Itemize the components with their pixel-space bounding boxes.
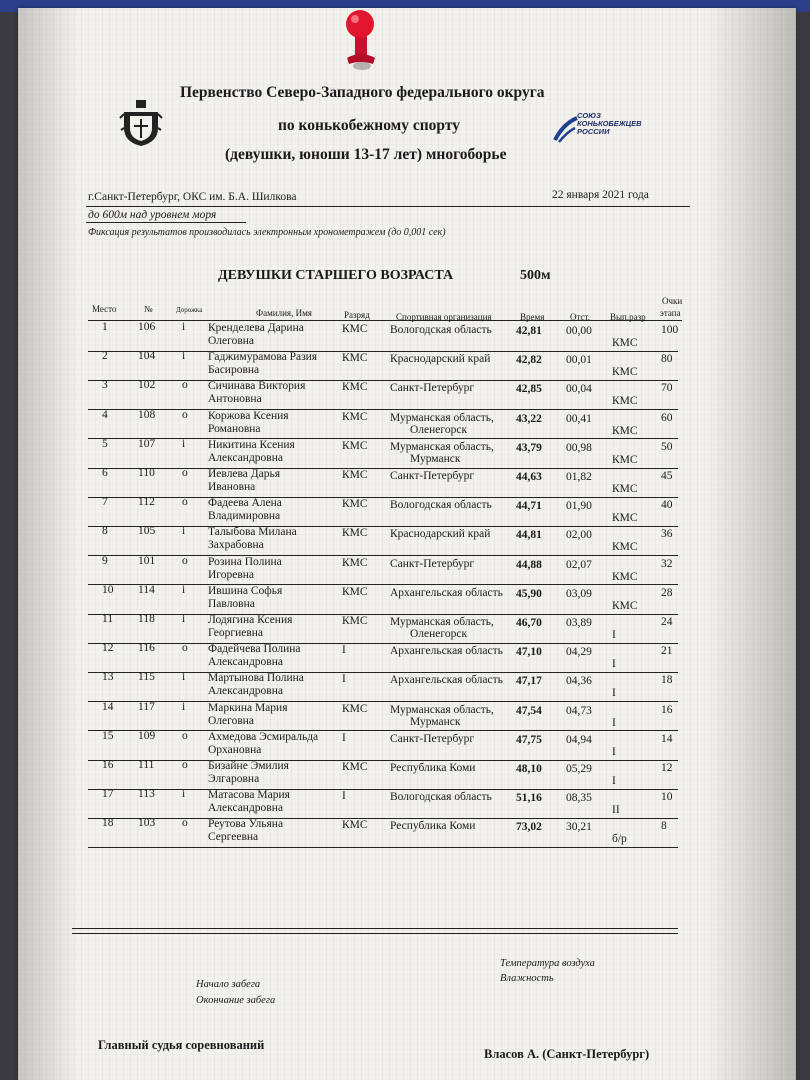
- rank-cell: КМС: [342, 527, 368, 540]
- org-line1-cell: Краснодарский край: [390, 353, 491, 366]
- col-header-org: Спортивная организация: [396, 312, 492, 322]
- time-cell: 44,71: [516, 500, 542, 513]
- points-cell: 21: [661, 645, 673, 658]
- row-rule: [88, 438, 678, 439]
- place-cell: 8: [102, 525, 108, 538]
- name-line1-cell: Мартынова Полина: [208, 672, 304, 685]
- org-line2-cell: Оленегорск: [410, 423, 468, 436]
- done-rank-cell: КМС: [612, 483, 638, 495]
- row-rule: [88, 643, 678, 644]
- gap-cell: 04,73: [566, 704, 592, 717]
- name-line1-cell: Сичинава Виктория: [208, 380, 306, 393]
- lane-cell: o: [182, 729, 188, 742]
- points-cell: 50: [661, 440, 673, 453]
- rank-cell: КМС: [342, 323, 368, 335]
- time-cell: 47,75: [516, 733, 542, 746]
- place-cell: 1: [102, 321, 108, 333]
- gap-cell: 03,09: [566, 587, 592, 600]
- title-line-1: Первенство Северо-Западного федерального округа: [180, 84, 545, 101]
- name-line1-cell: Ившина Софья: [208, 584, 283, 597]
- place-cell: 11: [102, 613, 114, 625]
- place-cell: 4: [102, 408, 108, 421]
- row-rule: [88, 526, 678, 527]
- row-rule: [88, 409, 678, 410]
- name-line2-cell: Романовна: [208, 422, 261, 435]
- time-cell: 44,63: [516, 471, 542, 483]
- gap-cell: 05,29: [566, 763, 592, 775]
- place-cell: 16: [102, 759, 114, 771]
- time-cell: 47,17: [516, 675, 542, 688]
- done-rank-cell: I: [612, 629, 616, 641]
- row-rule: [88, 497, 678, 498]
- number-cell: 111: [138, 759, 155, 771]
- name-line2-cell: Александровна: [208, 802, 283, 815]
- lane-cell: o: [182, 554, 188, 567]
- org-line1-cell: Мурманская область,: [390, 411, 494, 424]
- col-header-time: Время: [520, 312, 545, 322]
- place-cell: 5: [102, 437, 108, 450]
- col-header-done-rank: Вып.разр: [610, 312, 646, 322]
- lane-cell: i: [182, 613, 186, 625]
- altitude-text: до 600м над уровнем моря: [88, 209, 217, 221]
- number-cell: 117: [138, 700, 155, 713]
- number-cell: 104: [138, 350, 156, 363]
- time-cell: 46,70: [516, 617, 542, 629]
- place-cell: 12: [102, 642, 114, 655]
- lane-cell: o: [182, 467, 188, 479]
- row-rule: [88, 701, 678, 702]
- row-rule: [88, 351, 678, 352]
- gap-cell: 00,01: [566, 354, 592, 367]
- lane-cell: i: [182, 350, 186, 363]
- number-cell: 109: [138, 729, 156, 742]
- name-line2-cell: Павловна: [208, 597, 255, 610]
- points-cell: 18: [661, 674, 673, 687]
- distance-title: 500м: [520, 268, 551, 283]
- points-cell: 32: [661, 557, 673, 570]
- done-rank-cell: I: [612, 658, 616, 671]
- lane-cell: i: [182, 671, 186, 684]
- col-header-points-1: Очки: [662, 296, 683, 306]
- name-line2-cell: Олеговна: [208, 335, 255, 347]
- name-line2-cell: Ивановна: [208, 481, 256, 493]
- name-line1-cell: Лодягина Ксения: [208, 614, 293, 626]
- number-cell: 116: [138, 642, 155, 655]
- rank-cell: КМС: [342, 819, 368, 832]
- rank-cell: I: [342, 644, 346, 657]
- col-header-points-2: этапа: [660, 308, 681, 318]
- done-rank-cell: КМС: [612, 570, 638, 583]
- col-header-num: №: [144, 304, 153, 314]
- col-header-gap: Отст.: [570, 312, 591, 322]
- chief-judge-label: Главный судья соревнований: [98, 1038, 265, 1052]
- org-line2-cell: Оленегорск: [410, 628, 468, 640]
- name-line1-cell: Коржова Ксения: [208, 409, 289, 422]
- time-cell: 47,54: [516, 704, 542, 717]
- done-rank-cell: I: [612, 775, 616, 787]
- name-line1-cell: Фадейчева Полина: [208, 643, 301, 656]
- rule-line: [86, 206, 690, 207]
- rank-cell: КМС: [342, 498, 368, 511]
- name-line2-cell: Захрабовна: [208, 539, 264, 552]
- name-line1-cell: Талыбова Милана: [208, 526, 297, 539]
- gap-cell: 01,90: [566, 500, 592, 513]
- org-line1-cell: Архангельская область: [390, 586, 503, 599]
- name-line2-cell: Георгиевна: [208, 627, 264, 639]
- time-cell: 43,79: [516, 441, 542, 454]
- gap-cell: 08,35: [566, 792, 592, 805]
- org-line1-cell: Санкт-Петербург: [390, 732, 475, 745]
- row-rule: [88, 789, 678, 790]
- rule-line: [86, 222, 246, 223]
- name-line2-cell: Сергеевна: [208, 831, 259, 844]
- rank-cell: КМС: [342, 761, 368, 773]
- rank-cell: КМС: [342, 352, 368, 365]
- row-rule: [88, 818, 678, 819]
- org-line1-cell: Мурманская область,: [390, 616, 494, 628]
- lane-cell: o: [182, 496, 188, 509]
- points-cell: 8: [661, 820, 667, 833]
- number-cell: 103: [138, 817, 156, 830]
- lane-cell: i: [182, 321, 186, 333]
- lane-cell: o: [182, 642, 188, 655]
- name-line1-cell: Маркина Мария: [208, 701, 288, 714]
- timing-note: Фиксация результатов производилась электронным хронометражем (до 0,001 сек): [88, 227, 446, 238]
- rank-cell: КМС: [342, 702, 368, 715]
- org-line1-cell: Вологодская область: [390, 791, 492, 804]
- lane-cell: i: [182, 700, 186, 713]
- done-rank-cell: КМС: [612, 366, 638, 379]
- org-line1-cell: Архангельская область: [390, 645, 503, 658]
- lane-cell: o: [182, 759, 188, 771]
- lane-cell: i: [182, 788, 186, 801]
- points-cell: 24: [661, 616, 673, 628]
- time-cell: 51,16: [516, 792, 542, 805]
- name-line1-cell: Розина Полина: [208, 555, 282, 568]
- name-line1-cell: Фадеева Алена: [208, 497, 282, 510]
- gap-cell: 04,36: [566, 675, 592, 688]
- col-header-place: Место: [92, 304, 117, 314]
- footer-rule-2: [72, 933, 678, 934]
- row-rule: [88, 760, 678, 761]
- name-line2-cell: Антоновна: [208, 393, 262, 406]
- rank-cell: КМС: [342, 615, 368, 627]
- org-line1-cell: Мурманская область,: [390, 703, 494, 716]
- name-line1-cell: Матасова Мария: [208, 789, 290, 802]
- gap-cell: 00,04: [566, 383, 592, 396]
- rank-cell: I: [342, 673, 346, 686]
- place-cell: 14: [102, 700, 114, 713]
- row-rule: [88, 468, 678, 469]
- points-cell: 16: [661, 703, 673, 716]
- name-line1-cell: Иевлева Дарья: [208, 468, 281, 480]
- name-line1-cell: Ахмедова Эсмиральда: [208, 730, 319, 743]
- org-line1-cell: Вологодская область: [390, 324, 492, 336]
- number-cell: 101: [138, 554, 156, 567]
- points-cell: 70: [661, 382, 673, 395]
- points-cell: 40: [661, 499, 673, 512]
- org-line2-cell: Мурманск: [410, 452, 461, 465]
- name-line2-cell: Игоревна: [208, 568, 255, 581]
- place-cell: 6: [102, 467, 108, 479]
- number-cell: 108: [138, 408, 156, 421]
- points-cell: 28: [661, 586, 673, 599]
- points-cell: 12: [661, 762, 673, 774]
- rank-cell: I: [342, 731, 346, 744]
- number-cell: 115: [138, 671, 155, 684]
- points-cell: 80: [661, 353, 673, 366]
- number-cell: 113: [138, 788, 155, 801]
- number-cell: 102: [138, 379, 156, 392]
- col-header-lane: Дорожка: [176, 306, 203, 314]
- number-cell: 105: [138, 525, 156, 538]
- row-rule: [88, 555, 678, 556]
- name-line1-cell: Бизайне Эмилия: [208, 760, 289, 772]
- rank-cell: КМС: [342, 410, 368, 423]
- done-rank-cell: КМС: [612, 599, 638, 612]
- org-line1-cell: Санкт-Петербург: [390, 470, 475, 482]
- place-cell: 3: [102, 379, 108, 392]
- org-line1-cell: Республика Коми: [390, 820, 476, 833]
- lane-cell: o: [182, 408, 188, 421]
- rank-cell: КМС: [342, 439, 368, 452]
- logo-text-line3: РОССИИ: [577, 127, 610, 136]
- col-header-name: Фамилия, Имя: [256, 308, 312, 318]
- done-rank-cell: КМС: [612, 424, 638, 437]
- done-rank-cell: б/р: [612, 833, 627, 846]
- time-cell: 43,22: [516, 412, 542, 425]
- org-line1-cell: Краснодарский край: [390, 528, 491, 541]
- done-rank-cell: I: [612, 687, 616, 700]
- time-cell: 42,81: [516, 325, 542, 337]
- col-header-rank: Разряд: [344, 310, 370, 320]
- venue-text: г.Санкт-Петербург, ОКС им. Б.А. Шилкова: [88, 191, 297, 203]
- row-rule: [88, 730, 678, 731]
- name-line1-cell: Гаджимурамова Разия: [208, 351, 318, 364]
- coat-of-arms-icon: [118, 98, 164, 148]
- org-line1-cell: Мурманская область,: [390, 440, 494, 453]
- name-line2-cell: Владимировна: [208, 510, 281, 523]
- place-cell: 7: [102, 496, 108, 509]
- lane-cell: i: [182, 437, 186, 450]
- gap-cell: 01,82: [566, 471, 592, 483]
- row-rule: [88, 584, 678, 585]
- race-end-label: Окончание забега: [196, 995, 276, 1006]
- category-title: ДЕВУШКИ СТАРШЕГО ВОЗРАСТА: [218, 268, 454, 283]
- points-cell: 10: [661, 791, 673, 804]
- logo-text-line2: КОНЬКОБЕЖЦЕВ: [577, 119, 642, 128]
- gap-cell: 04,29: [566, 646, 592, 659]
- name-line2-cell: Орхановна: [208, 743, 262, 756]
- table-header-rule: [88, 320, 682, 321]
- points-cell: 100: [661, 324, 679, 336]
- gap-cell: 00,98: [566, 441, 592, 454]
- humidity-label: Влажность: [500, 973, 554, 984]
- lane-cell: i: [182, 583, 186, 596]
- skating-union-logo: [553, 112, 648, 146]
- rank-cell: КМС: [342, 585, 368, 598]
- gap-cell: 04,94: [566, 733, 592, 746]
- judge-name: Власов А. (Санкт-Петербург): [484, 1047, 650, 1061]
- points-cell: 14: [661, 732, 673, 745]
- title-line-2: по конькобежному спорту: [278, 117, 461, 134]
- number-cell: 112: [138, 496, 155, 509]
- lane-cell: o: [182, 379, 188, 392]
- place-cell: 2: [102, 350, 108, 363]
- name-line2-cell: Олеговна: [208, 714, 255, 727]
- time-cell: 73,02: [516, 821, 542, 834]
- lane-cell: o: [182, 817, 188, 830]
- points-cell: 60: [661, 411, 673, 424]
- race-start-label: Начало забега: [196, 979, 261, 990]
- points-cell: 36: [661, 528, 673, 541]
- done-rank-cell: II: [612, 804, 620, 817]
- name-line2-cell: Александровна: [208, 685, 283, 698]
- row-rule: [88, 614, 678, 615]
- date-text: 22 января 2021 года: [552, 189, 649, 201]
- air-temp-label: Температура воздуха: [500, 958, 595, 969]
- gap-cell: 02,00: [566, 529, 592, 542]
- time-cell: 42,82: [516, 354, 542, 367]
- place-cell: 10: [102, 583, 114, 596]
- lane-cell: i: [182, 525, 186, 538]
- number-cell: 110: [138, 467, 155, 479]
- place-cell: 17: [102, 788, 114, 801]
- time-cell: 48,10: [516, 763, 542, 775]
- org-line1-cell: Санкт-Петербург: [390, 557, 475, 570]
- number-cell: 114: [138, 583, 155, 596]
- done-rank-cell: КМС: [612, 395, 638, 408]
- rank-cell: КМС: [342, 381, 368, 394]
- paper-shade-left: [18, 8, 78, 1080]
- name-line2-cell: Элгаровна: [208, 773, 260, 785]
- results-sheet: [18, 8, 796, 1080]
- done-rank-cell: КМС: [612, 541, 638, 554]
- name-line2-cell: Александровна: [208, 451, 283, 464]
- org-line1-cell: Архангельская область: [390, 674, 503, 687]
- rank-cell: КМС: [342, 469, 368, 481]
- gap-cell: 03,89: [566, 617, 592, 629]
- time-cell: 44,81: [516, 529, 542, 542]
- done-rank-cell: I: [612, 716, 616, 729]
- paper-shade-right: [706, 8, 796, 1080]
- time-cell: 47,10: [516, 646, 542, 659]
- place-cell: 9: [102, 554, 108, 567]
- number-cell: 106: [138, 321, 156, 333]
- gap-cell: 30,21: [566, 821, 592, 834]
- done-rank-cell: КМС: [612, 337, 638, 349]
- org-line1-cell: Вологодская область: [390, 499, 492, 512]
- push-pin-icon: [340, 6, 380, 76]
- name-line1-cell: Никитина Ксения: [208, 438, 295, 451]
- name-line1-cell: Кренделева Дарина: [208, 322, 304, 334]
- place-cell: 15: [102, 729, 114, 742]
- gap-cell: 00,00: [566, 325, 592, 337]
- done-rank-cell: КМС: [612, 453, 638, 466]
- footer-rule-1: [72, 928, 678, 929]
- org-line1-cell: Санкт-Петербург: [390, 382, 475, 395]
- points-cell: 45: [661, 470, 673, 482]
- done-rank-cell: I: [612, 745, 616, 758]
- org-line1-cell: Республика Коми: [390, 762, 476, 774]
- time-cell: 45,90: [516, 587, 542, 600]
- time-cell: 42,85: [516, 383, 542, 396]
- row-rule: [88, 672, 678, 673]
- skater-icon: [553, 114, 579, 144]
- number-cell: 118: [138, 613, 155, 625]
- time-cell: 44,88: [516, 558, 542, 571]
- done-rank-cell: КМС: [612, 512, 638, 525]
- row-rule: [88, 847, 678, 848]
- place-cell: 13: [102, 671, 114, 684]
- row-rule: [88, 380, 678, 381]
- name-line2-cell: Александровна: [208, 656, 283, 669]
- number-cell: 107: [138, 437, 156, 450]
- title-line-3: (девушки, юноши 13-17 лет) многоборье: [225, 146, 507, 163]
- rank-cell: I: [342, 790, 346, 803]
- org-line2-cell: Мурманск: [410, 715, 461, 728]
- name-line1-cell: Реутова Ульяна: [208, 818, 284, 831]
- rank-cell: КМС: [342, 556, 368, 569]
- logo-text-line1: СОЮЗ: [577, 111, 601, 120]
- gap-cell: 02,07: [566, 558, 592, 571]
- gap-cell: 00,41: [566, 412, 592, 425]
- name-line2-cell: Басировна: [208, 364, 260, 377]
- place-cell: 18: [102, 817, 114, 830]
